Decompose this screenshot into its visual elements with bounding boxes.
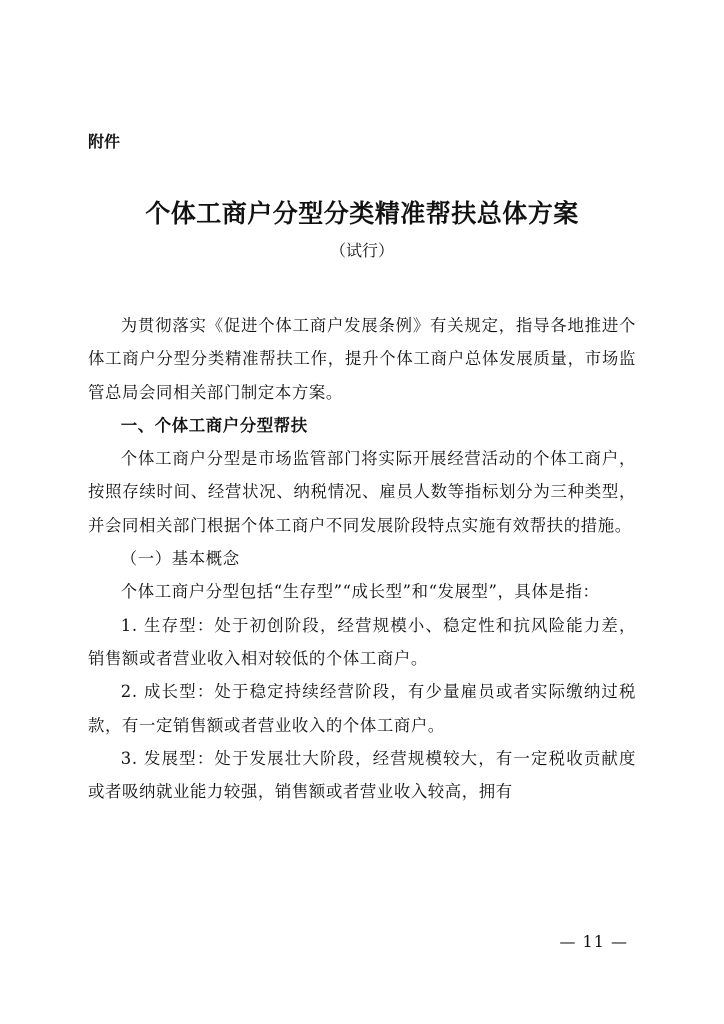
page-number: — 11 — [559,932,628,951]
attachment-label: 附件 [88,132,121,151]
document-subtitle: （试行） [329,241,394,260]
list-item-survival: 1. 生存型：处于初创阶段，经营规模小、稳定性和抗风险能力差，销售额或者营业收入相对较低的个体工商户。 [88,615,636,668]
document-body [88,309,636,808]
section-paragraph: 个体工商户分型是市场监管部门将实际开展经营活动的个体工商户，按照存续时间、经营状况、纳税情况、雇员人数等指标划分为三种类型，并会同相关部门根据个体工商户不同发展阶段特点实施有效帮扶的措施。 [88,449,636,535]
concept-paragraph: 个体工商户分型包括“生存型”“成长型”和“发展型”，具体是指： [120,582,600,602]
document-title: 个体工商户分型分类精准帮扶总体方案 [145,199,579,228]
section-heading: 一、个体工商户分型帮扶 [120,415,308,435]
list-item-growth: 2. 成长型：处于稳定持续经营阶段，有少量雇员或者实际缴纳过税款，有一定销售额或者营业收入的个体工商户。 [88,682,636,735]
subsection-heading: （一）基本概念 [120,549,240,569]
list-item-development: 3. 发展型：处于发展壮大阶段，经营规模较大，有一定税收贡献度或者吸纳就业能力较强，销售额或者营业收入较高，拥有 [88,748,636,802]
intro-paragraph: 为贯彻落实《促进个体工商户发展条例》有关规定，指导各地推进个体工商户分型分类精准帮扶工作，提升个体工商户总体发展质量，市场监管总局会同相关部门制定本方案。 [88,316,636,402]
